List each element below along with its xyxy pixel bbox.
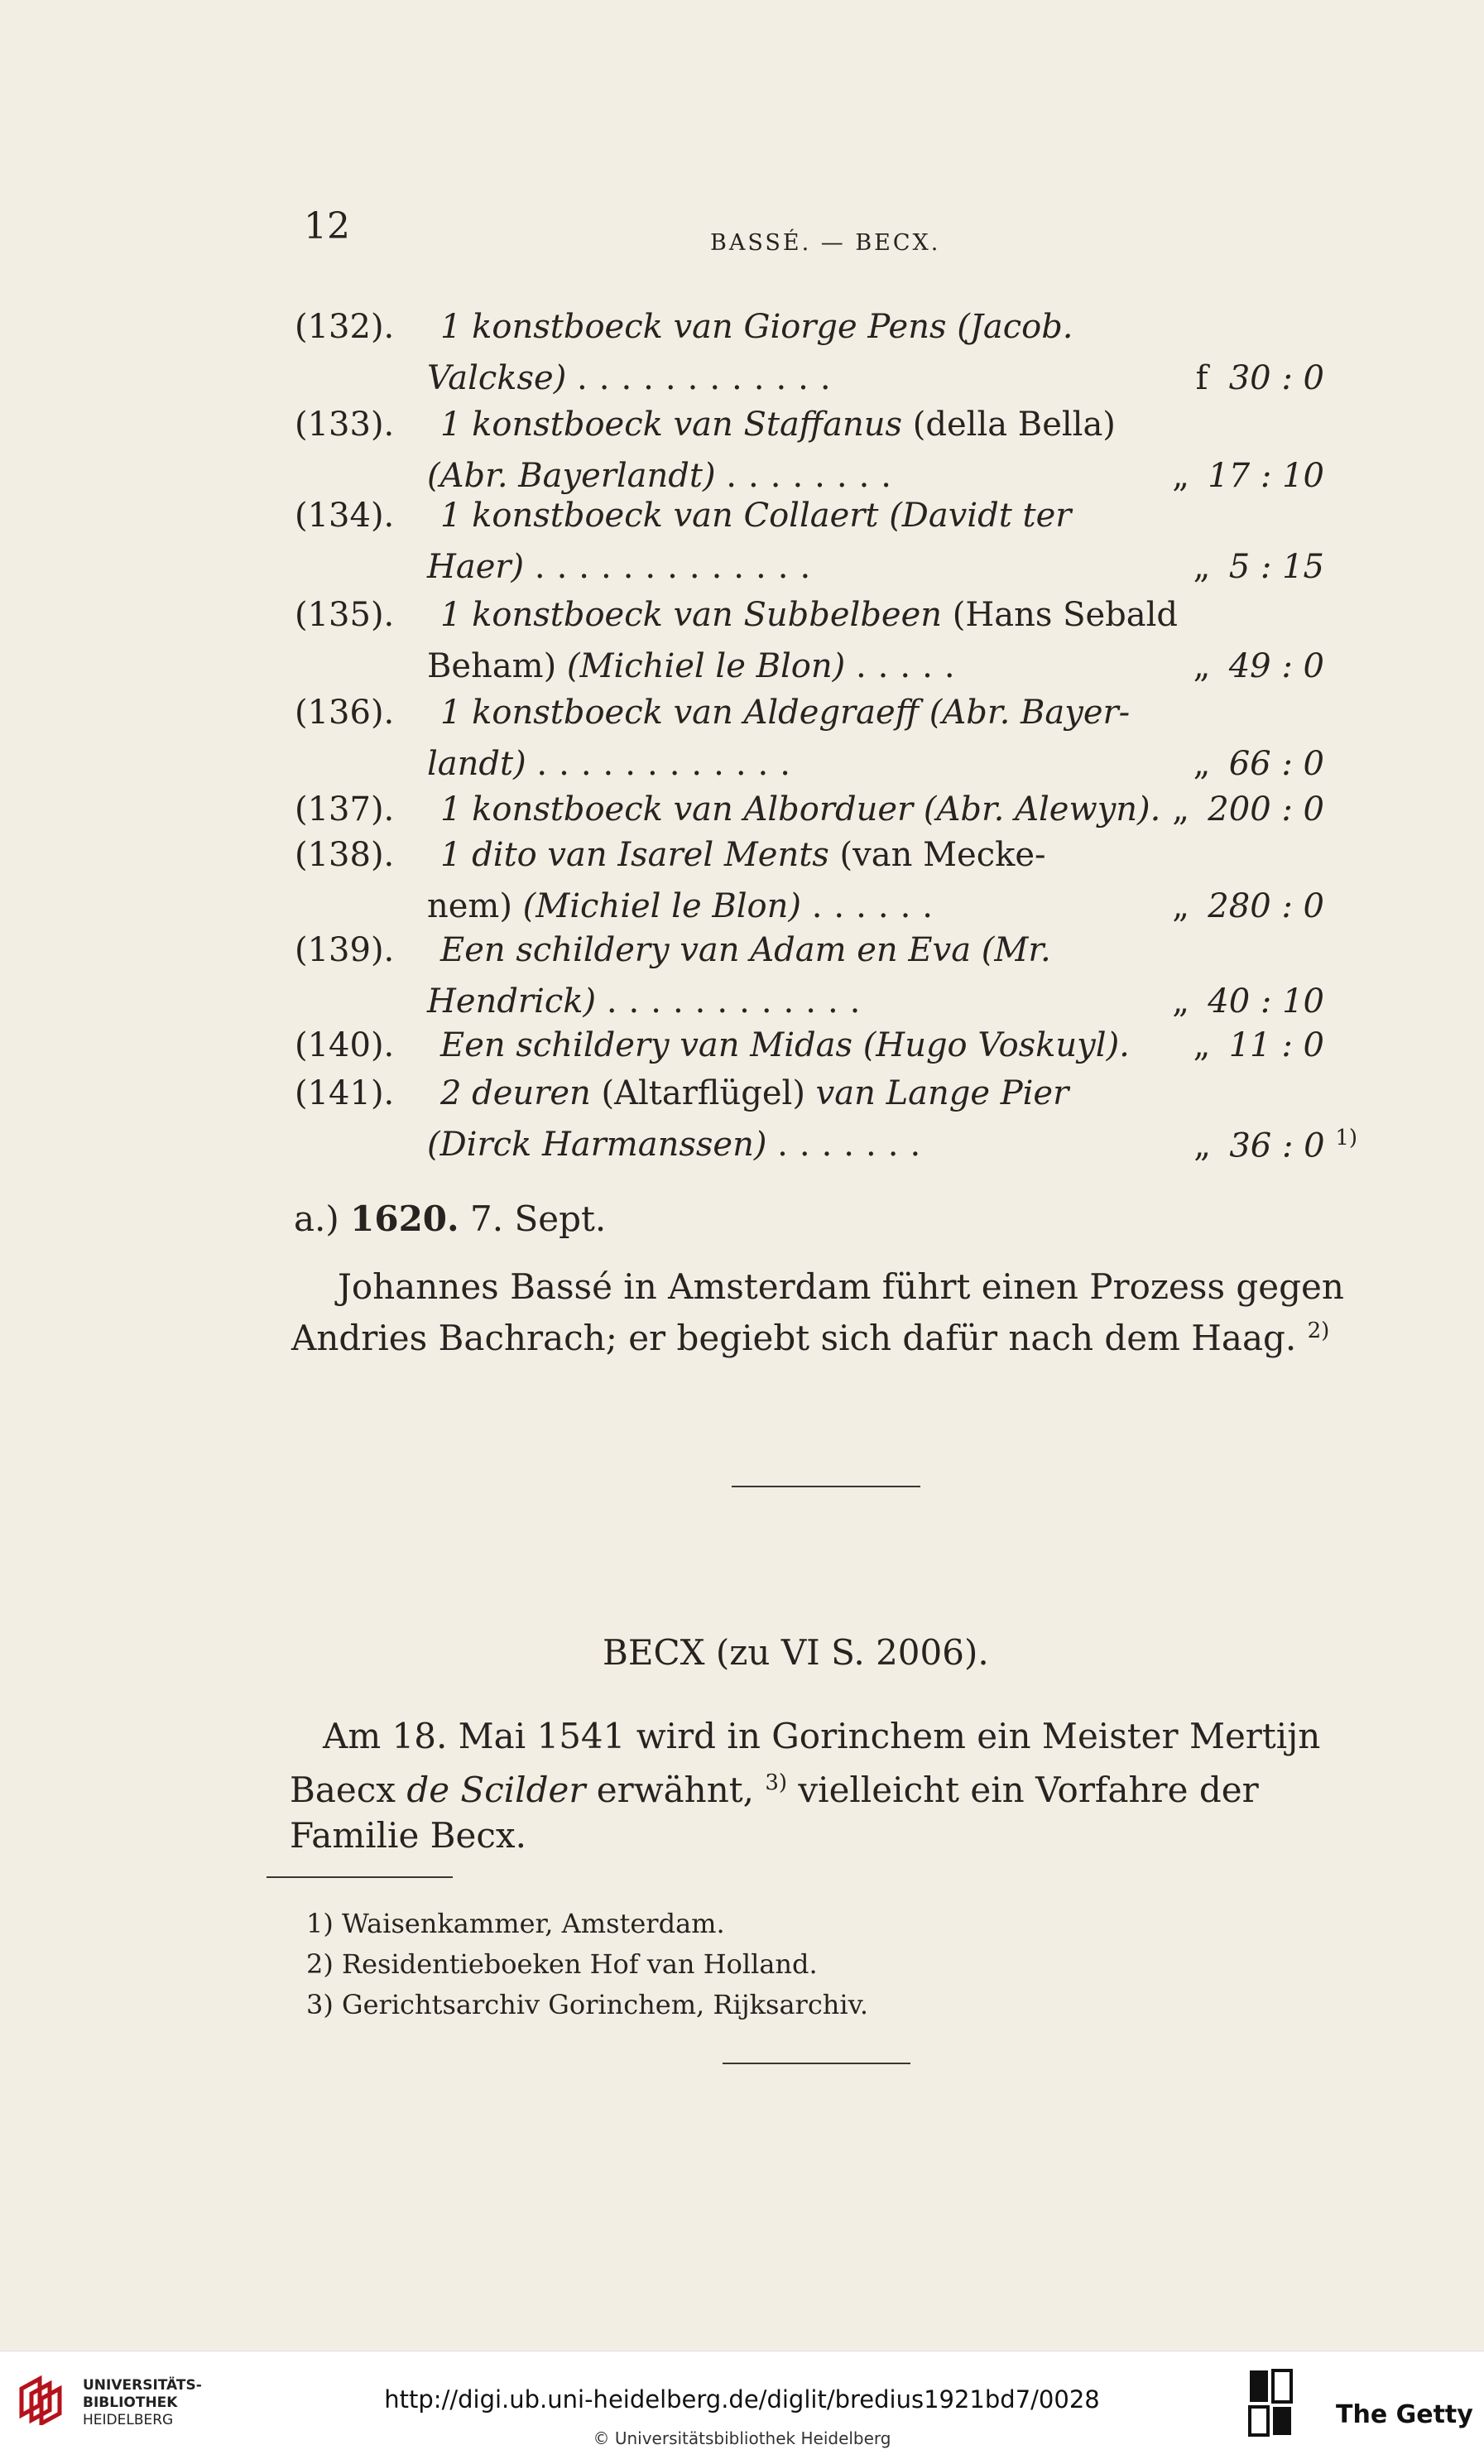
entry-text-continued: Hendrick) ............ [427, 982, 872, 1021]
entry-text: 2 deuren (Altarflügel) van Lange Pier [440, 1074, 1069, 1112]
entry-text-continued: Valckse) ............ [427, 359, 843, 397]
entry-text: 1 dito van Isarel Ments (van Mecke- [440, 836, 1046, 874]
source-url-link[interactable]: http://digi.ub.uni-heidelberg.de/diglit/bredius1921bd7/0028 [384, 2385, 1100, 2414]
entry-text: 1 konstboeck van Aldegraeff (Abr. Bayer- [440, 694, 1131, 732]
paragraph-line: Am 18. Mai 1541 wird in Gorinchem ein Meister Mertijn [323, 1716, 1321, 1756]
end-divider [723, 2063, 910, 2064]
entry-number: (138). [295, 836, 395, 874]
paragraph-line: Familie Becx. [290, 1815, 526, 1856]
entry-price: f 30 : 0 [1195, 359, 1324, 397]
entry-text-continued: (Dirck Harmanssen) ....... [427, 1126, 933, 1164]
entry-number: (136). [295, 694, 395, 732]
footnote: 1) Waisenkammer, Amsterdam. [306, 1908, 725, 1939]
getty-name: The Getty [1336, 2400, 1473, 2429]
entry-number: (134). [295, 497, 395, 535]
footnote-divider [267, 1876, 453, 1878]
running-title: BASSÉ. — BECX. [710, 230, 941, 256]
getty-logo-icon [1248, 2369, 1293, 2438]
copyright-notice: © Universitätsbibliothek Heidelberg [593, 2428, 891, 2448]
entry-number: (132). [295, 308, 395, 346]
entry-number: (141). [295, 1074, 395, 1112]
entry-text: Een schildery van Adam en Eva (Mr. [440, 931, 1051, 969]
entry-price: „ 17 : 10 [1172, 457, 1324, 495]
entry-text: 1 konstboeck van Giorge Pens (Jacob. [440, 308, 1073, 346]
entry-number: (137). [295, 790, 395, 829]
entry-price: „ 200 : 0 [1172, 790, 1324, 829]
footnote: 3) Gerichtsarchiv Gorinchem, Rijksarchiv. [306, 1989, 869, 2020]
entry-number: (140). [295, 1026, 395, 1064]
entry-text: Een schildery van Midas (Hugo Voskuyl). [440, 1026, 1130, 1064]
entry-price: „ 49 : 0 [1193, 647, 1324, 685]
footnote: 2) Residentieboeken Hof van Holland. [306, 1948, 818, 1980]
entry-number: (135). [295, 596, 395, 634]
entry-price: „ 280 : 0 [1172, 887, 1324, 925]
entry-text: 1 konstboeck van Subbelbeen (Hans Sebald [440, 596, 1179, 634]
footnote-ref: 2) [1307, 1318, 1330, 1343]
entry-number: (133). [295, 406, 395, 444]
paragraph-line: Johannes Bassé in Amsterdam führt einen Prozess gegen [338, 1266, 1344, 1307]
paragraph-line: Andries Bachrach; er begiebt sich dafür nach dem Haag. $^{2)}$ [291, 1318, 1330, 1358]
entry-number: (139). [295, 931, 395, 969]
university-library-name: UNIVERSITÄTS- BIBLIOTHEK HEIDELBERG [83, 2377, 202, 2428]
entry-text-continued: (Abr. Bayerlandt) ........ [427, 457, 904, 495]
page-number: 12 [304, 205, 350, 247]
entry-text: 1 konstboeck van Alborduer (Abr. Alewyn). [440, 790, 1161, 829]
entry-text-continued: landt) ............ [427, 745, 802, 783]
entry-text: 1 konstboeck van Collaert (Davidt ter [440, 497, 1072, 535]
section-title: BECX (zu VI S. 2006). [603, 1632, 989, 1673]
paragraph-line: Baecx de Scilder erwähnt, $^{3)}$ vielleicht ein Vorfahre der [290, 1770, 1259, 1810]
entry-text-continued: Haer) ............. [427, 548, 823, 586]
entry-text-continued: Beham) (Michiel le Blon) ..... [427, 647, 967, 685]
entry-price: „ 36 : 0 $^{1)}$ [1193, 1126, 1357, 1165]
dated-entry-heading: a.) 1620. 7. Sept. [294, 1198, 607, 1239]
entry-price: „ 66 : 0 [1193, 745, 1324, 783]
entry-text: 1 konstboeck van Staffanus (della Bella) [440, 406, 1116, 444]
entry-text-continued: nem) (Michiel le Blon) ...... [427, 887, 945, 925]
footnote-ref: 1) [1335, 1126, 1357, 1150]
footnote-ref: 3) [765, 1770, 788, 1795]
entry-price: „ 11 : 0 [1193, 1026, 1324, 1064]
entry-price: „ 40 : 10 [1172, 982, 1324, 1021]
section-divider [732, 1486, 920, 1487]
entry-price: „ 5 : 15 [1193, 548, 1324, 586]
